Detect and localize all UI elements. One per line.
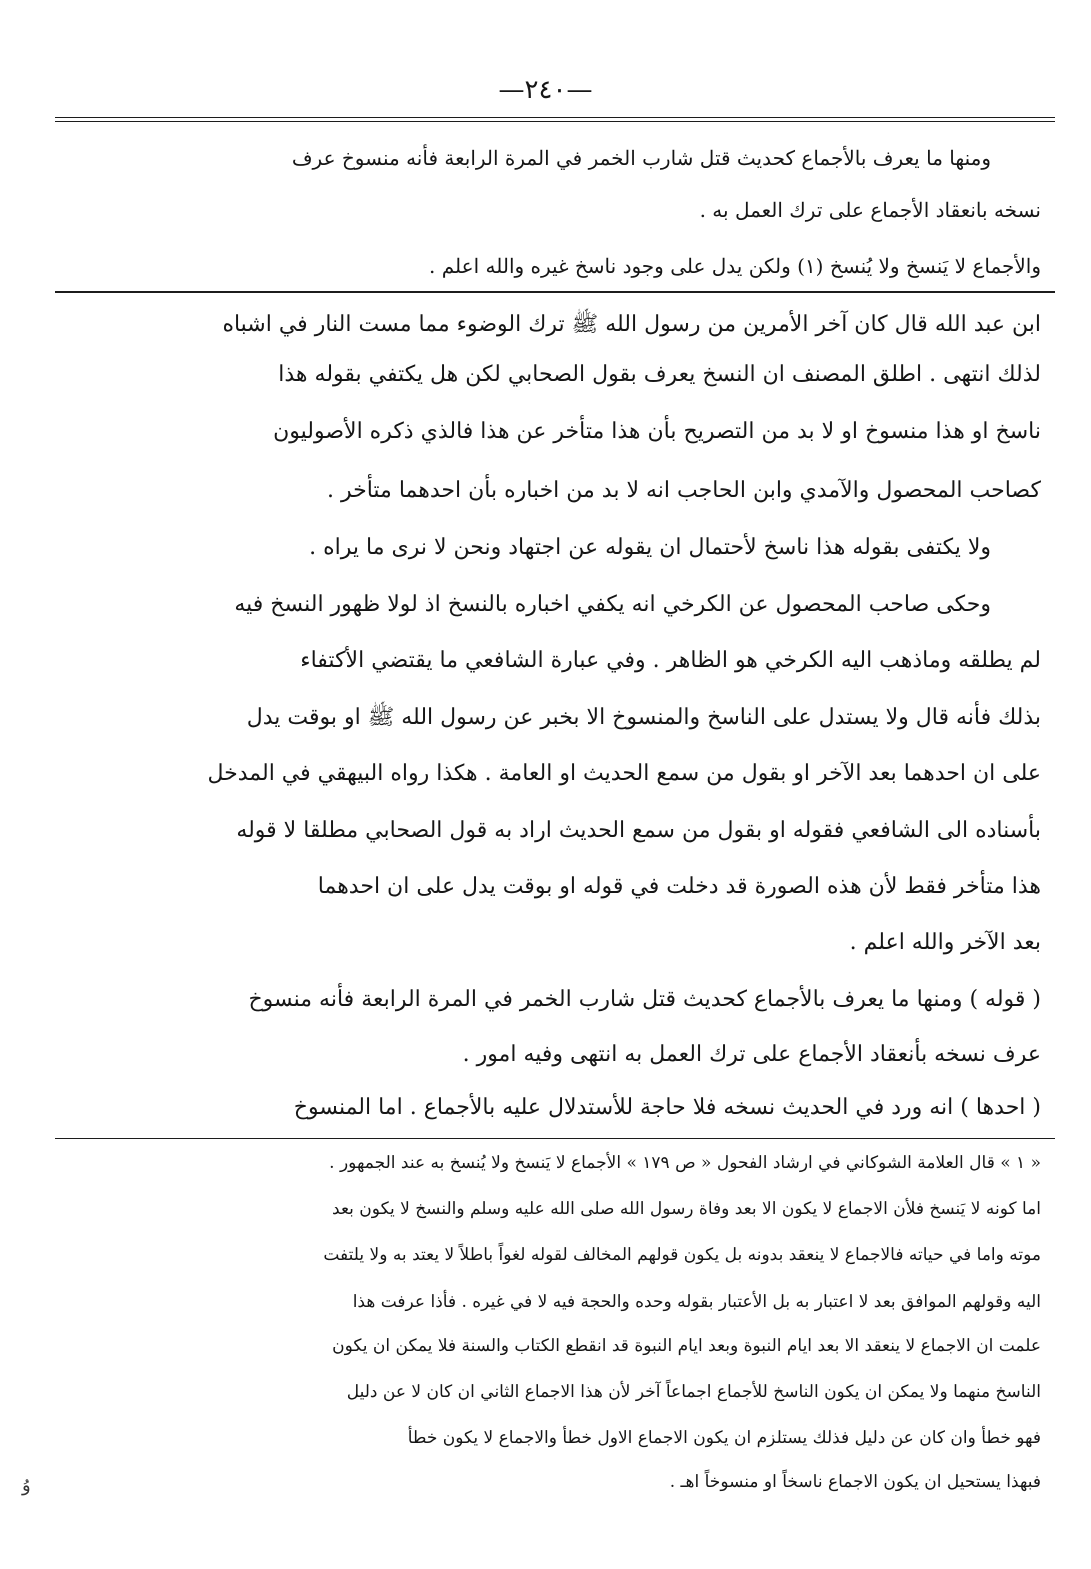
commentary-line: كصاحب المحصول والآمدي وابن الحاجب انه لا بد من اخباره بأن احدهما متأخر . — [326, 478, 1041, 503]
footnote-line: فهو خطأ وان كان عن دليل فذلك يستلزم ان يكون الاجماع الاول خطأ والاجماع لا يكون خطأ — [407, 1428, 1041, 1448]
header-rule-top — [55, 117, 1055, 118]
commentary-line: ( قوله ) ومنها ما يعرف بالأجماع كحديث قتل شارب الخمر في المرة الرابعة فأنه منسوخ — [248, 987, 1041, 1012]
commentary-line: بذلك فأنه قال ولا يستدل على الناسخ والمنسوخ الا بخبر عن رسول الله ﷺ او بوقت يدل — [246, 705, 1041, 730]
commentary-line: لم يطلقه وماذهب اليه الكرخي هو الظاهر . وفي عبارة الشافعي ما يقتضي الأكتفاء — [300, 648, 1041, 673]
footnote-line: اليه وقولهم الموافق بعد لا اعتبار به بل الأعتبار بقوله وحده والحجة فيه لا في غيره . فأذا عرفت هذا — [352, 1292, 1041, 1312]
matn-line: والأجماع لا يَنسخ ولا يُنسخ (١) ولكن يدل على وجود ناسخ غيره والله اعلم . — [429, 254, 1041, 278]
footnote-line: فبهذا يستحيل ان يكون الاجماع ناسخاً او منسوخاً اهـ . — [669, 1472, 1041, 1492]
footnote-line: علمت ان الاجماع لا ينعقد الا بعد ايام النبوة وبعد ايام النبوة قد انقطع الكتاب والسنة فلا يمكن ان يكون — [332, 1336, 1041, 1356]
footnote-line: الناسخ منهما ولا يمكن ان يكون الناسخ للأجماع اجماعاً آخر لأن هذا الاجماع الثاني ان كان لا عن دليل — [346, 1382, 1041, 1402]
commentary-line: على ان احدهما بعد الآخر او بقول من سمع الحديث او العامة . هكذا رواه البيهقي في المدخل — [207, 761, 1041, 786]
commentary-line: بعد الآخر والله اعلم . — [849, 930, 1041, 955]
commentary-line: ابن عبد الله قال كان آخر الأمرين من رسول الله ﷺ ترك الوضوء مما مست النار في اشباه — [222, 312, 1041, 337]
commentary-line: بأسناده الى الشافعي فقوله او بقول من سمع الحديث اراد به قول الصحابي مطلقا لا قوله — [236, 818, 1041, 843]
commentary-line: هذا متأخر فقط لأن هذه الصورة قد دخلت في قوله او بوقت يدل على ان احدهما — [317, 874, 1041, 899]
footnote-line: اما كونه لا يَنسخ فلأن الاجماع لا يكون الا بعد وفاة رسول الله صلى الله عليه وسلم والنسخ لا يكون بعد — [332, 1199, 1041, 1219]
matn-line: نسخه بانعقاد الأجماع على ترك العمل به . — [699, 198, 1041, 222]
footnote-separator-rule — [55, 1138, 1055, 1139]
footnote-line: موته واما في حياته فالاجماع لا ينعقد بدونه بل يكون قولهم المخالف لقوله لغواً باطلاً لا يعتد به ولا يلتفت — [323, 1245, 1041, 1265]
page-number: —٢٤٠— — [498, 75, 593, 105]
commentary-line: وحكى صاحب المحصول عن الكرخي انه يكفي اخباره بالنسخ اذ لولا ظهور النسخ فيه — [234, 592, 991, 617]
margin-mark: وُ — [22, 1475, 31, 1496]
footnote-line: « ١ » قال العلامة الشوكاني في ارشاد الفحول « ص ١٧٩ » الأجماع لا يَنسخ ولا يُنسخ به عند الجمهور . — [329, 1153, 1041, 1173]
commentary-line: لذلك انتهى . اطلق المصنف ان النسخ يعرف بقول الصحابي لكن هل يكتفي بقوله هذا — [278, 362, 1041, 387]
commentary-line: ناسخ او هذا منسوخ او لا بد من التصريح بأن هذا متأخر عن هذا فالذي ذكره الأصوليون — [273, 419, 1041, 444]
header-rule-bottom — [55, 121, 1055, 122]
matn-separator-rule — [55, 291, 1055, 293]
commentary-line: عرف نسخه بأنعقاد الأجماع على ترك العمل به انتهى وفيه امور . — [462, 1042, 1041, 1067]
matn-line: ومنها ما يعرف بالأجماع كحديث قتل شارب الخمر في المرة الرابعة فأنه منسوخ عرف — [291, 146, 991, 170]
commentary-line: ولا يكتفى بقوله هذا ناسخ لأحتمال ان يقوله عن اجتهاد ونحن لا نرى ما يراه . — [309, 535, 991, 560]
commentary-line: ( احدها ) انه ورد في الحديث نسخه فلا حاجة للأستدلال عليه بالأجماع . اما المنسوخ — [293, 1095, 1041, 1120]
